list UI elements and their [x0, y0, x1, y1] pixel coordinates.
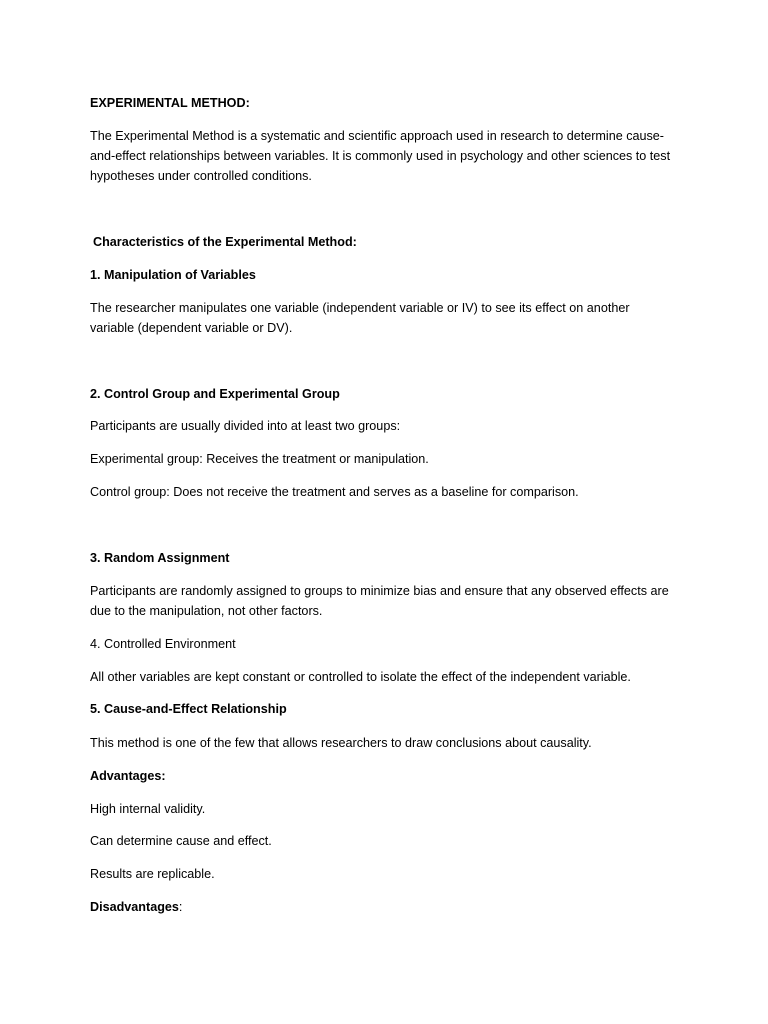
section-1-heading: 1. Manipulation of Variables: [90, 268, 256, 282]
advantage-item: Results are replicable.: [90, 867, 215, 881]
disadvantages-colon: :: [178, 900, 183, 914]
section-1-body-line-1: The researcher manipulates one variable (independent variable or IV) to see its effect on another: [90, 301, 630, 315]
section-5-body: This method is one of the few that allows researchers to draw conclusions about causality.: [90, 736, 592, 750]
intro-line-3: hypotheses under controlled conditions.: [90, 169, 312, 183]
section-4-body: All other variables are kept constant or controlled to isolate the effect of the independent variable.: [90, 670, 631, 684]
section-2-experimental-group: Experimental group: Receives the treatment or manipulation.: [90, 452, 429, 466]
section-5-heading: 5. Cause-and-Effect Relationship: [90, 702, 287, 716]
section-2-control-group: Control group: Does not receive the treatment and serves as a baseline for comparison.: [90, 485, 579, 499]
section-3-body-line-2: due to the manipulation, not other factors.: [90, 604, 323, 618]
section-3-body-line-1: Participants are randomly assigned to groups to minimize bias and ensure that any observed effects are: [90, 584, 669, 598]
intro-line-1: The Experimental Method is a systematic and scientific approach used in research to determine cause-: [90, 129, 664, 143]
advantage-item: High internal validity.: [90, 802, 206, 816]
section-2-intro: Participants are usually divided into at least two groups:: [90, 419, 401, 433]
section-4-heading: 4. Controlled Environment: [90, 637, 236, 651]
section-1-body-line-2: variable (dependent variable or DV).: [90, 321, 293, 335]
disadvantages-heading: Disadvantages: [90, 900, 179, 914]
advantages-heading: Advantages:: [90, 769, 166, 783]
section-3-heading: 3. Random Assignment: [90, 551, 230, 565]
section-2-heading: 2. Control Group and Experimental Group: [90, 387, 340, 401]
document-title: EXPERIMENTAL METHOD:: [90, 96, 250, 110]
advantage-item: Can determine cause and effect.: [90, 834, 272, 848]
disadvantages-heading-wrapper: [90, 897, 182, 917]
characteristics-heading: Characteristics of the Experimental Method:: [93, 235, 357, 249]
intro-line-2: and-effect relationships between variables. It is commonly used in psychology and other sciences to test: [90, 149, 671, 163]
